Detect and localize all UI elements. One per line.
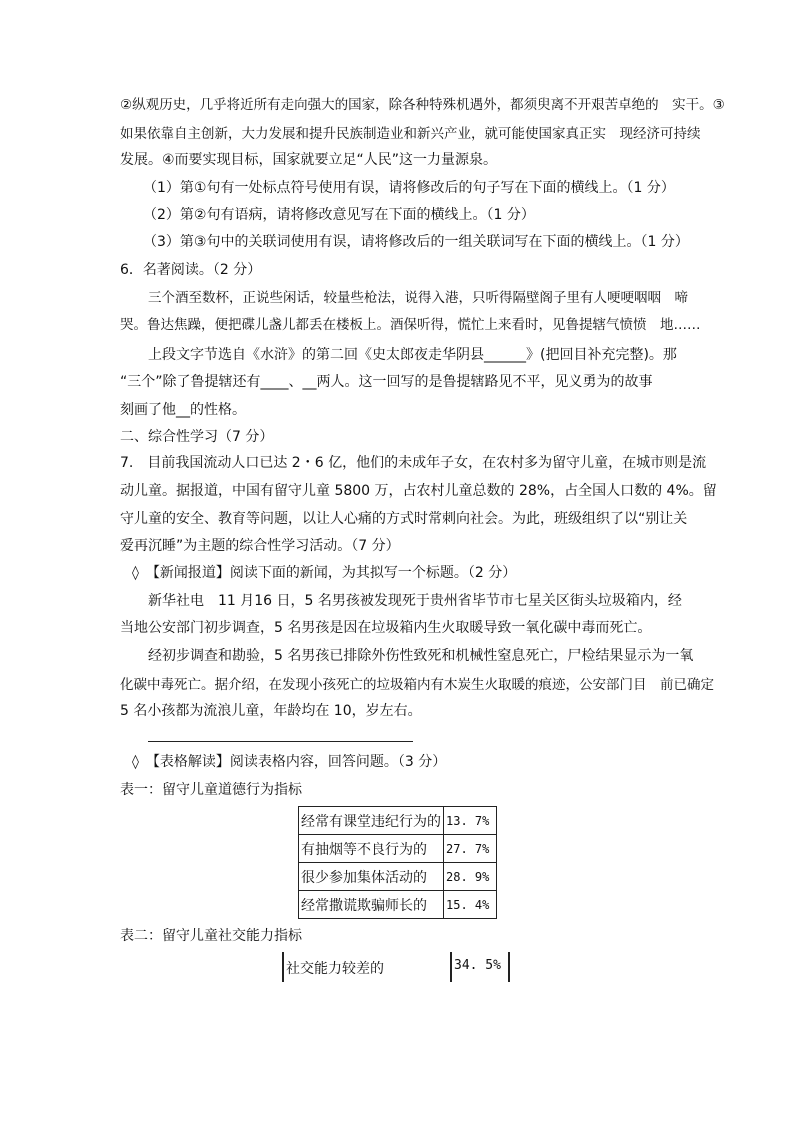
paragraph-line: 发展。④而要实现目标，国家就要立足“人民”这一力量源泉。 (120, 152, 498, 168)
table-cell-value: 13. 7% (444, 807, 497, 835)
table-border (450, 952, 452, 982)
table-row (299, 835, 497, 863)
question-5-2: （2）第②句有语病，请将修改意见写在下面的横线上。（1 分） (143, 207, 535, 223)
table-row (299, 891, 497, 919)
table-border (282, 952, 284, 982)
answer-blank-line[interactable] (148, 741, 413, 742)
table-moral-behavior (298, 806, 497, 919)
question-6-text: “三个”除了鲁提辖还有____、__两人。这一回写的是鲁提辖路见不平，见义勇为的故事 (120, 374, 653, 390)
news-paragraph-line: 当地公安部门初步调查，5 名男孩是因在垃圾箱内生火取暖导致一氧化碳中毒而死亡。 (120, 620, 652, 636)
question-7-text: 7. 目前我国流动人口已达 2・6 亿，他们的未成年子女，在农村多为留守儿童，在城市则是流 (120, 455, 707, 471)
paragraph-line: 如果依靠自主创新，大力发展和提升民族制造业和新兴产业，就可能使国家真正实 现经济可持续 (120, 126, 701, 142)
news-paragraph-line: 经初步调查和勘验，5 名男孩已排除外伤性致死和机械性窒息死亡，尸检结果显示为一氧 (148, 648, 694, 664)
table1-caption: 表一：留守儿童道德行为指标 (120, 782, 302, 798)
question-5-1: （1）第①句有一处标点符号使用有误，请将修改后的句子写在下面的横线上。（1 分） (143, 180, 675, 196)
table-cell-value: 34. 5% (454, 958, 501, 973)
excerpt-line: 三个酒至数杯，正说些闲话，较量些枪法，说得入港，只听得隔壁阁子里有人哽哽咽咽 啼 (148, 290, 688, 306)
news-paragraph-line: 新华社电 11 月16 日，5 名男孩被发现死于贵州省毕节市七星关区街头垃圾箱内，经 (148, 593, 682, 609)
question-7-text: 爱再沉睡”为主题的综合性学习活动。（7 分） (120, 538, 400, 554)
news-paragraph-line: 5 名小孩都为流浪儿童，年龄均在 10，岁左右。 (120, 703, 422, 719)
table-prompt: ◊ 【表格解读】阅读表格内容，回答问题。（3 分） (132, 754, 447, 770)
excerpt-line: 哭。鲁达焦躁，便把碟儿盏儿都丢在楼板上。酒保听得，慌忙上来看时，见鲁提辖气愤愤 地…… (120, 317, 701, 333)
table-border (508, 952, 510, 982)
question-5-3: （3）第③句中的关联词使用有误，请将修改后的一组关联词写在下面的横线上。（1 分） (143, 234, 689, 250)
table-cell-label: 经常有课堂违纪行为的 (299, 807, 444, 835)
question-7-text: 守儿童的安全、教育等问题，以让人心痛的方式时常刺向社会。为此，班级组织了以“别让关 (120, 511, 688, 527)
table-cell-label: 有抽烟等不良行为的 (299, 835, 444, 863)
table-cell-label: 经常撒谎欺骗师长的 (299, 891, 444, 919)
question-6-text: 刻画了他__的性格。 (120, 402, 246, 418)
table-cell-value: 15. 4% (444, 891, 497, 919)
table-cell-label: 社交能力较差的 (286, 961, 384, 977)
table-cell-value: 27. 7% (444, 835, 497, 863)
question-6-text: 上段文字节选自《水浒》的第二回《史太郎夜走华阴县______》(把回目补充完整)。那 (148, 347, 677, 363)
table-cell-label: 很少参加集体活动的 (299, 863, 444, 891)
news-prompt: ◊ 【新闻报道】阅读下面的新闻，为其拟写一个标题。（2 分） (132, 565, 517, 581)
question-6-heading: 6．名著阅读。（2 分） (120, 262, 262, 278)
table-row (299, 807, 497, 835)
question-7-text: 动儿童。据报道，中国有留守儿童 5800 万，占农村儿童总数的 28%，占全国人口数的 4%。留 (120, 483, 717, 499)
section-heading: 二、综合性学习（7 分） (120, 429, 274, 445)
news-paragraph-line: 化碳中毒死亡。据介绍，在发现小孩死亡的垃圾箱内有木炭生火取暖的痕迹，公安部门目 前已确定 (120, 677, 714, 693)
table2-caption: 表二：留守儿童社交能力指标 (120, 928, 302, 944)
paragraph-line: ②纵观历史，几乎将近所有走向强大的国家，除各种特殊机遇外，都须臾离不开艰苦卓绝的 实干。③ (120, 97, 725, 113)
table-row (299, 863, 497, 891)
table-cell-value: 28. 9% (444, 863, 497, 891)
